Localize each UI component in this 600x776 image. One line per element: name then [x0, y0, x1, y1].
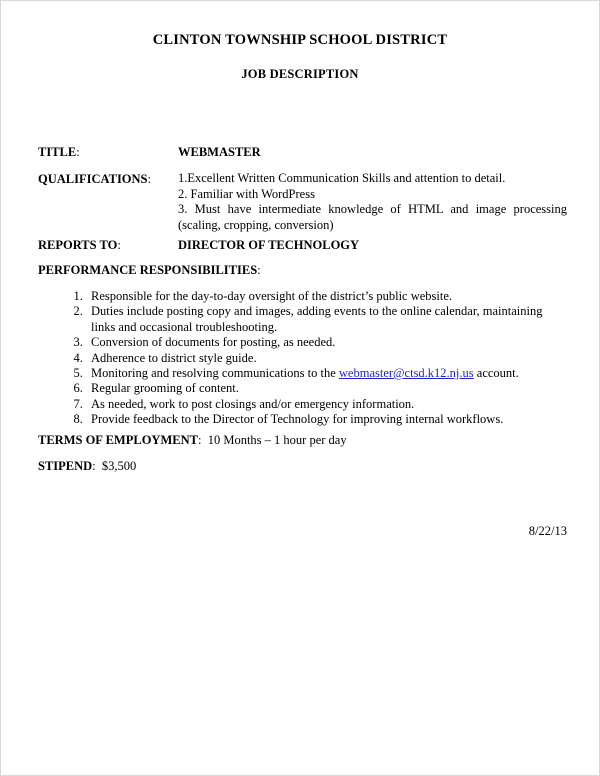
stipend-label: STIPEND — [38, 459, 93, 473]
field-title-label: TITLE: — [38, 145, 80, 159]
stipend-colon: : — [92, 459, 96, 473]
terms-of-employment — [38, 432, 347, 448]
list-item-text-before: Monitoring and resolving communications to the — [91, 366, 339, 381]
list-item: 1. Responsible for the day-to-day oversight of the district’s public website. — [86, 289, 569, 304]
qualifications-list — [178, 171, 567, 233]
list-item: 6. Regular grooming of content. — [86, 381, 569, 396]
field-title-colon: : — [76, 145, 80, 159]
field-reports-to-label: REPORTS TO: — [38, 238, 121, 252]
performance-responsibilities-heading: PERFORMANCE RESPONSIBILITIES: — [38, 263, 261, 277]
list-item-text-after: account. — [473, 366, 519, 381]
field-reports-to-colon: : — [117, 238, 121, 252]
list-item: 3. Must have intermediate knowledge of HTML and image processing (scaling, cropping, conversion) — [178, 202, 567, 232]
document-header — [1, 32, 599, 82]
list-item: 3. Conversion of documents for posting, as needed. — [86, 335, 569, 350]
stipend — [38, 458, 136, 474]
field-title-value: WEBMASTER — [178, 145, 261, 159]
list-item: 7. As needed, work to post closings and/or emergency information. — [86, 397, 569, 412]
field-qualifications-label: QUALIFICATIONS: — [38, 172, 151, 186]
responsibilities-list — [63, 289, 569, 428]
list-item: 8. Provide feedback to the Director of Technology for improving internal workflows. — [86, 412, 569, 427]
stipend-value: $3,500 — [101, 459, 137, 473]
list-item: 2. Familiar with WordPress — [178, 186, 315, 201]
terms-of-employment-colon: : — [197, 433, 202, 447]
field-reports-to-value: DIRECTOR OF TECHNOLOGY — [178, 238, 360, 252]
list-item: 4. Adherence to district style guide. — [86, 351, 569, 366]
document-date: 8/22/13 — [528, 524, 567, 538]
field-title — [38, 144, 567, 160]
list-item: 2. Duties include posting copy and images, adding events to the online calendar, maintaining links and occasional troubleshooting. — [86, 304, 569, 335]
terms-of-employment-value: 10 Months – 1 hour per day — [207, 433, 347, 447]
webmaster-email-link[interactable]: webmaster@ctsd.k12.nj.us — [338, 366, 474, 381]
field-qualifications-value — [178, 171, 567, 233]
performance-responsibilities-colon: : — [257, 263, 261, 277]
field-qualifications — [38, 171, 567, 233]
list-item-email — [86, 366, 569, 381]
list-item: 1.Excellent Written Communication Skills and attention to detail. — [178, 171, 506, 185]
terms-of-employment-label: TERMS OF EMPLOYMENT — [38, 433, 198, 447]
field-qualifications-colon: : — [147, 172, 151, 186]
field-reports-to — [38, 237, 567, 253]
page-title: CLINTON TOWNSHIP SCHOOL DISTRICT — [152, 32, 448, 48]
document-subtitle: JOB DESCRIPTION — [241, 67, 359, 81]
